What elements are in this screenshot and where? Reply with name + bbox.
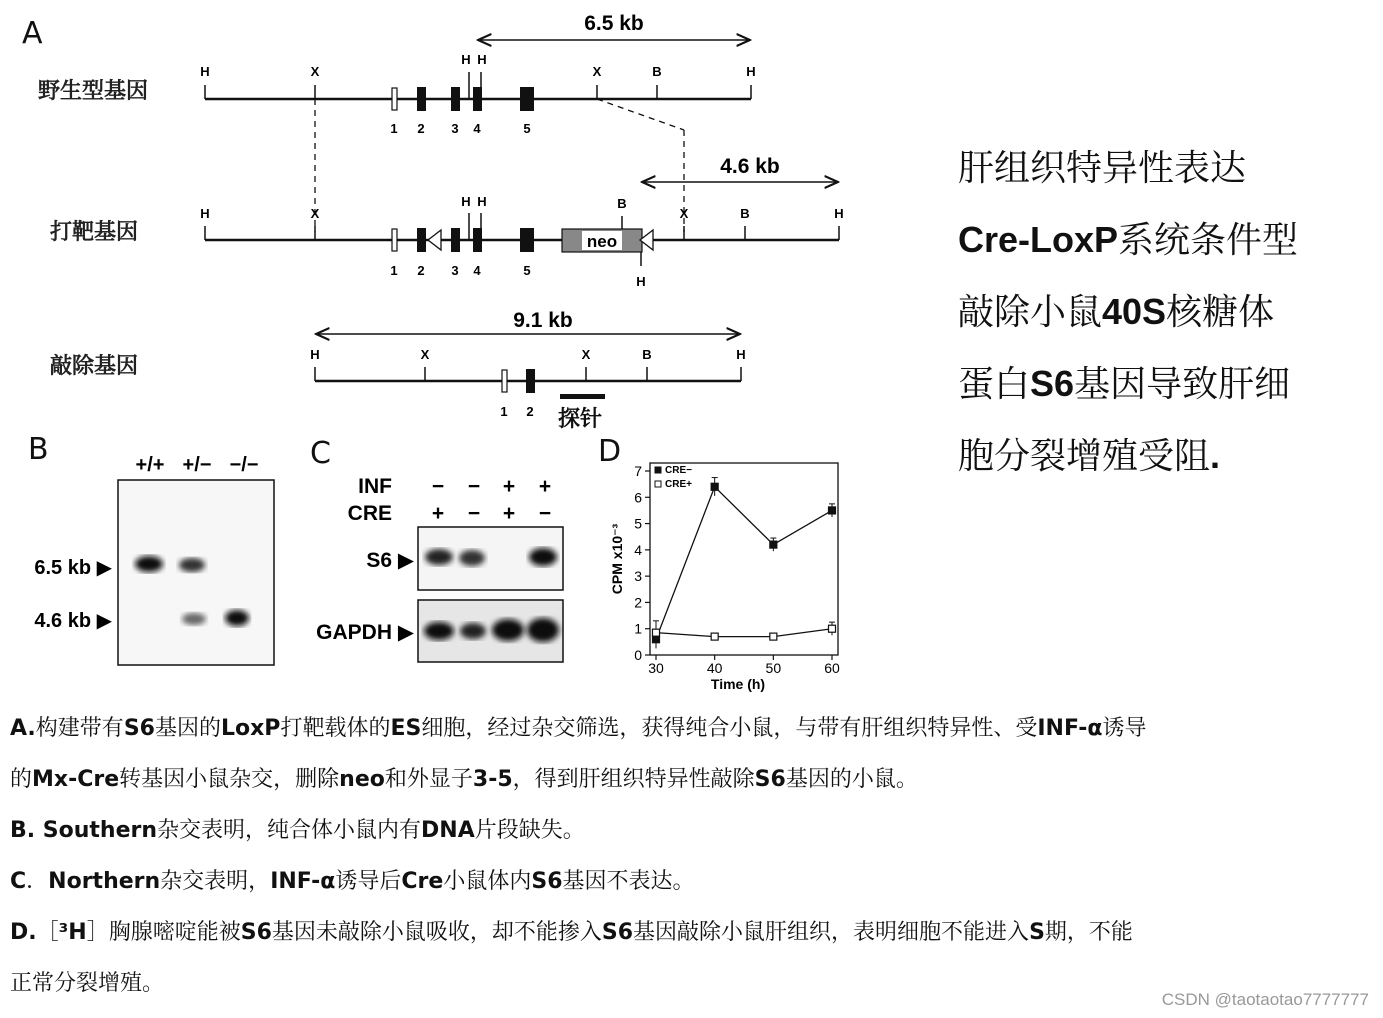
caption-c: C．Northern杂交表明，INF-α诱导后Cre小鼠体内S6基因不表达。 — [10, 869, 695, 894]
svg-text:H: H — [834, 206, 844, 221]
csdn-watermark: CSDN @taotaotao7777777 — [1161, 990, 1369, 1009]
caption-a-cont: 的Mx-Cre转基因小鼠杂交，删除neo和外显子3-5，得到肝组织特异性敲除S6基因的小鼠。 — [10, 767, 918, 792]
svg-text:2: 2 — [526, 404, 534, 419]
wt-exon-2 — [417, 87, 426, 111]
data-point — [653, 629, 660, 636]
svg-text:H: H — [310, 347, 320, 362]
ko-row-label: 敲除基因 — [50, 354, 139, 379]
wt-exon-4 — [473, 87, 482, 111]
svg-text:S6 ▶: S6 ▶ — [366, 549, 414, 572]
svg-text:3: 3 — [451, 121, 459, 136]
y-tick-label: 6 — [634, 489, 642, 506]
y-axis-label: CPM x10⁻³ — [609, 523, 625, 595]
svg-text:−: − — [467, 502, 481, 525]
svg-text:−: − — [467, 475, 481, 498]
svg-text:5: 5 — [523, 263, 531, 278]
svg-text:B: B — [740, 206, 750, 221]
svg-text:4.6 kb ▶: 4.6 kb ▶ — [34, 610, 112, 632]
legend-label: CRE+ — [665, 479, 692, 490]
y-tick-label: 0 — [634, 647, 642, 663]
y-tick-label: 5 — [634, 515, 642, 532]
svg-text:1: 1 — [390, 121, 398, 136]
caption-d-cont: 正常分裂增殖。 — [10, 971, 165, 996]
svg-text:H: H — [736, 347, 746, 362]
caption-a: A.构建带有S6基因的LoxP打靶载体的ES细胞，经过杂交筛选，获得纯合小鼠，与带有肝组织特异性、受INF-α诱导 — [10, 716, 1147, 741]
legend-marker — [655, 481, 661, 487]
legend-label: CRE− — [665, 465, 692, 476]
caption-d: D.［³H］胸腺嘧啶能被S6基因未敲除小鼠吸收，却不能掺入S6基因敲除小鼠肝组织，表明细胞不能进入S期，不能 — [10, 920, 1133, 945]
y-tick-label: 4 — [634, 541, 642, 558]
svg-text:4: 4 — [473, 121, 481, 136]
svg-text:H: H — [477, 194, 487, 209]
wt-exon-3 — [451, 87, 460, 111]
svg-text:+: + — [502, 475, 516, 498]
x-tick-label: 60 — [824, 660, 840, 676]
loxp-site-1 — [428, 230, 441, 250]
svg-text:H: H — [636, 274, 646, 289]
svg-text:1: 1 — [500, 404, 508, 419]
y-tick-label: 7 — [634, 463, 642, 479]
series-line-0 — [656, 487, 832, 639]
svg-text:X: X — [592, 64, 602, 79]
svg-text:H: H — [200, 64, 210, 79]
svg-text:H: H — [200, 206, 210, 221]
svg-text:H: H — [746, 64, 756, 79]
y-tick-label: 3 — [634, 568, 642, 585]
svg-text:−: − — [538, 502, 552, 525]
y-tick-label: 1 — [634, 620, 642, 637]
target-row-label: 打靶基因 — [50, 220, 139, 245]
svg-text:+: + — [502, 502, 516, 525]
northern-blot — [300, 465, 580, 670]
svg-text:2: 2 — [417, 263, 425, 278]
x-tick-label: 40 — [706, 660, 723, 676]
svg-text:6.5 kb ▶: 6.5 kb ▶ — [34, 557, 112, 579]
svg-text:CRE: CRE — [347, 502, 392, 525]
x-axis-label: Time (h) — [710, 676, 766, 692]
wt-exon-1 — [392, 88, 397, 110]
wt-distance-label: 6.5 kb — [584, 12, 644, 35]
target-distance-label: 4.6 kb — [720, 155, 780, 178]
wt-exon-5 — [520, 87, 534, 111]
panel-b-letter: B — [28, 432, 49, 467]
svg-text:H: H — [461, 194, 471, 209]
svg-text:2: 2 — [417, 121, 425, 136]
svg-text:X: X — [581, 347, 591, 362]
data-point — [829, 625, 836, 632]
southern-blot — [0, 440, 300, 680]
svg-text:B: B — [617, 196, 627, 211]
cpm-time-chart — [600, 455, 850, 700]
svg-text:GAPDH ▶: GAPDH ▶ — [316, 621, 414, 644]
svg-text:H: H — [477, 52, 487, 67]
x-tick-label: 50 — [765, 660, 782, 676]
svg-text:+/−: +/− — [182, 454, 212, 476]
svg-text:+/+: +/+ — [135, 454, 165, 476]
wt-row-label: 野生型基因 — [38, 79, 149, 104]
figure-caption — [10, 703, 1375, 1009]
side-summary: 肝组织特异性表达 Cre-LoxP系统条件型 敲除小鼠40S核糖体 蛋白S6基因导致肝细 胞分裂增殖受阻. — [958, 148, 1299, 477]
data-point — [770, 541, 777, 548]
panel-c-letter: C — [310, 436, 331, 471]
panel-a-letter: A — [22, 16, 43, 51]
x-tick-label: 30 — [648, 660, 664, 676]
plot-frame — [650, 463, 838, 655]
svg-text:X: X — [679, 206, 689, 221]
svg-text:4: 4 — [473, 263, 481, 278]
svg-text:5: 5 — [523, 121, 531, 136]
series-line-1 — [656, 629, 832, 637]
data-point — [829, 507, 836, 514]
svg-text:X: X — [420, 347, 430, 362]
svg-text:+: + — [431, 502, 445, 525]
svg-text:1: 1 — [390, 263, 398, 278]
probe-label: 探针 — [558, 407, 603, 432]
data-point — [711, 483, 718, 490]
svg-text:−: − — [431, 475, 445, 498]
probe-bar — [560, 394, 605, 399]
svg-text:B: B — [652, 64, 662, 79]
svg-text:X: X — [310, 206, 320, 221]
ko-distance-label: 9.1 kb — [513, 309, 573, 332]
svg-text:INF: INF — [358, 475, 392, 498]
data-point — [711, 633, 718, 640]
svg-text:X: X — [310, 64, 320, 79]
svg-text:−/−: −/− — [229, 454, 259, 476]
svg-text:+: + — [538, 475, 552, 498]
panel-d-letter: D — [598, 434, 622, 469]
svg-text:3: 3 — [451, 263, 459, 278]
svg-text:B: B — [642, 347, 652, 362]
svg-text:H: H — [461, 52, 471, 67]
y-tick-label: 2 — [634, 594, 642, 611]
legend-marker — [655, 467, 661, 473]
data-point — [770, 633, 777, 640]
caption-b: B. Southern杂交表明，纯合体小鼠内有DNA片段缺失。 — [10, 818, 585, 843]
neo-label: neo — [586, 232, 618, 251]
